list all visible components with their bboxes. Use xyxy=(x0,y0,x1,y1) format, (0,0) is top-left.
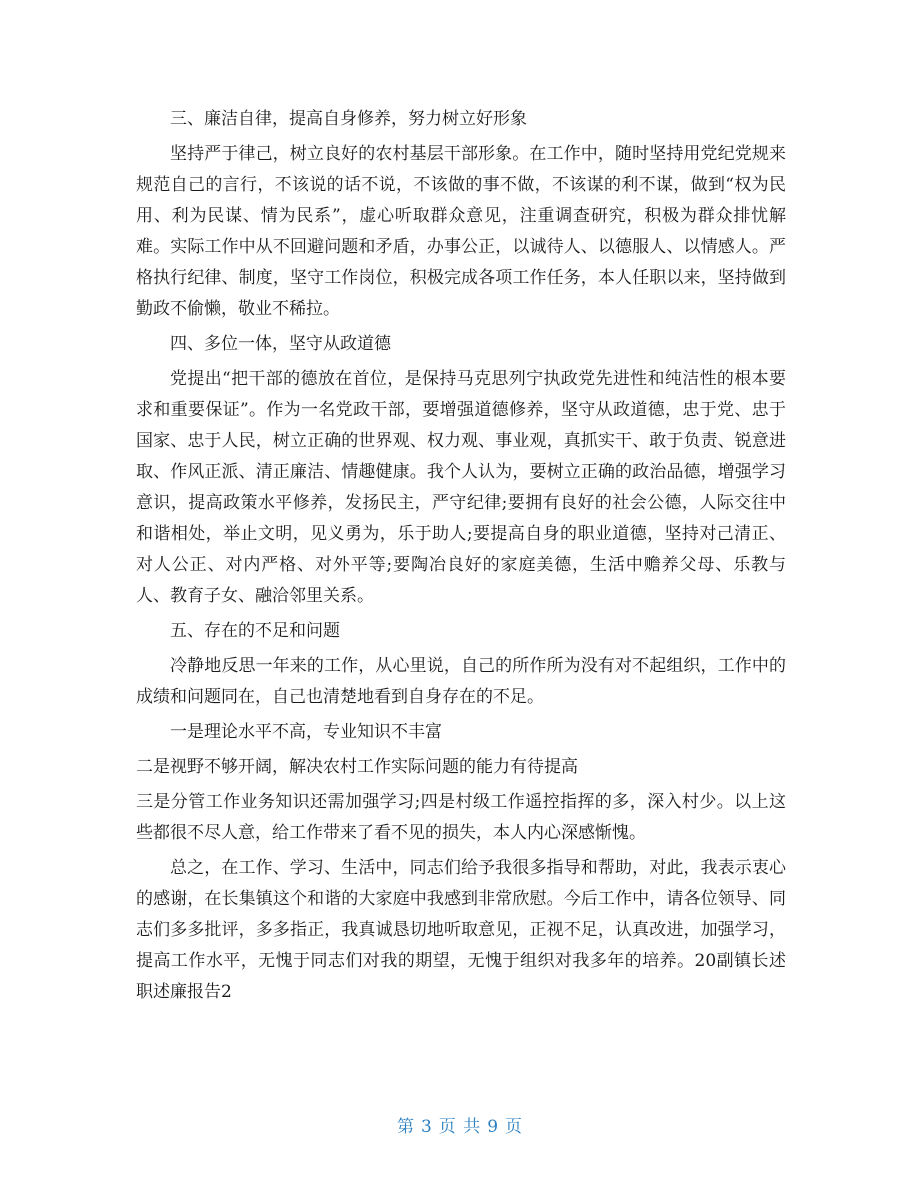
footer-prefix: 第 xyxy=(396,1117,415,1137)
paragraph-reflection: 冷静地反思一年来的工作，从心里说，自己的所作所为没有对不起组织，工作中的成绩和问题同在，自己也清楚地看到自身存在的不足。 xyxy=(136,656,786,707)
page-footer xyxy=(0,1112,920,1137)
paragraph-political-ethics: 党提出“把干部的德放在首位，是保持马克思列宁执政党先进性和纯洁性的根本要求和重要保证”。作为一名党政干部，要增强道德修养，坚守从政道德，忠于党、忠于国家、忠于人民，树立正确的世界观、权力观、事业观，真抓实干、敢于负责、锐意进取、作风正派、清正廉洁、情趣健康。我个人认为，要树立正确的政治品德，增强学习意识，提高政策水平修养，发扬民主，严守纪律;要拥有良好的社会公德，人际交往中和谐相处，举止文明，见义勇为，乐于助人;要提高自身的职业道德，坚持对己清正、对人公正、对内严格、对外平等;要陶冶良好的家庭美德，生活中赡养父母、乐教与人、教育子女、融洽邻里关系。 xyxy=(136,369,786,606)
footer-suffix: 页 xyxy=(505,1117,524,1137)
paragraph-self-discipline: 坚持严于律己，树立良好的农村基层干部形象。在工作中，随时坚持用党纪党规来规范自己的言行，不该说的话不说，不该做的事不做，不该谋的利不谋，做到“权为民用、利为民谋、情为民系”，虚心听取群众意见，注重调查研究，积极为群众排忧解难。实际工作中从不回避问题和矛盾，办事公正，以诚待人、以德服人、以情感人。严格执行纪律、制度，坚守工作岗位，积极完成各项工作任务，本人任职以来，坚持做到勤政不偷懒，敬业不稀拉。 xyxy=(136,144,786,319)
section-heading-3: 三、廉洁自律，提高自身修养，努力树立好形象 xyxy=(170,109,527,129)
footer-mid: 页 共 xyxy=(438,1117,482,1137)
shortcoming-item-3: 三是分管工作业务知识还需加强学习;四是村级工作遥控指挥的多，深入村少。以上这些都很不尽人意，给工作带来了看不见的损失，本人内心深感惭愧。 xyxy=(136,792,786,843)
footer-total-pages: 9 xyxy=(487,1117,500,1137)
section-heading-4: 四、多位一体，坚守从政道德 xyxy=(170,334,391,354)
shortcoming-item-2: 二是视野不够开阔，解决农村工作实际问题的能力有待提高 xyxy=(136,757,578,777)
shortcoming-item-1: 一是理论水平不高，专业知识不丰富 xyxy=(170,722,442,742)
document-body xyxy=(136,104,786,1012)
section-heading-5: 五、存在的不足和问题 xyxy=(170,621,340,641)
paragraph-conclusion: 总之，在工作、学习、生活中，同志们给予我很多指导和帮助，对此，我表示衷心的感谢，在长集镇这个和谐的大家庭中我感到非常欣慰。今后工作中，请各位领导、同志们多多批评，多多指正，我真诚恳切地听取意见，正视不足，认真改进，加强学习，提高工作水平，无愧于同志们对我的期望，无愧于组织对我多年的培养。20副镇长述职述廉报告2 xyxy=(136,858,786,1002)
footer-current-page: 3 xyxy=(420,1117,433,1137)
